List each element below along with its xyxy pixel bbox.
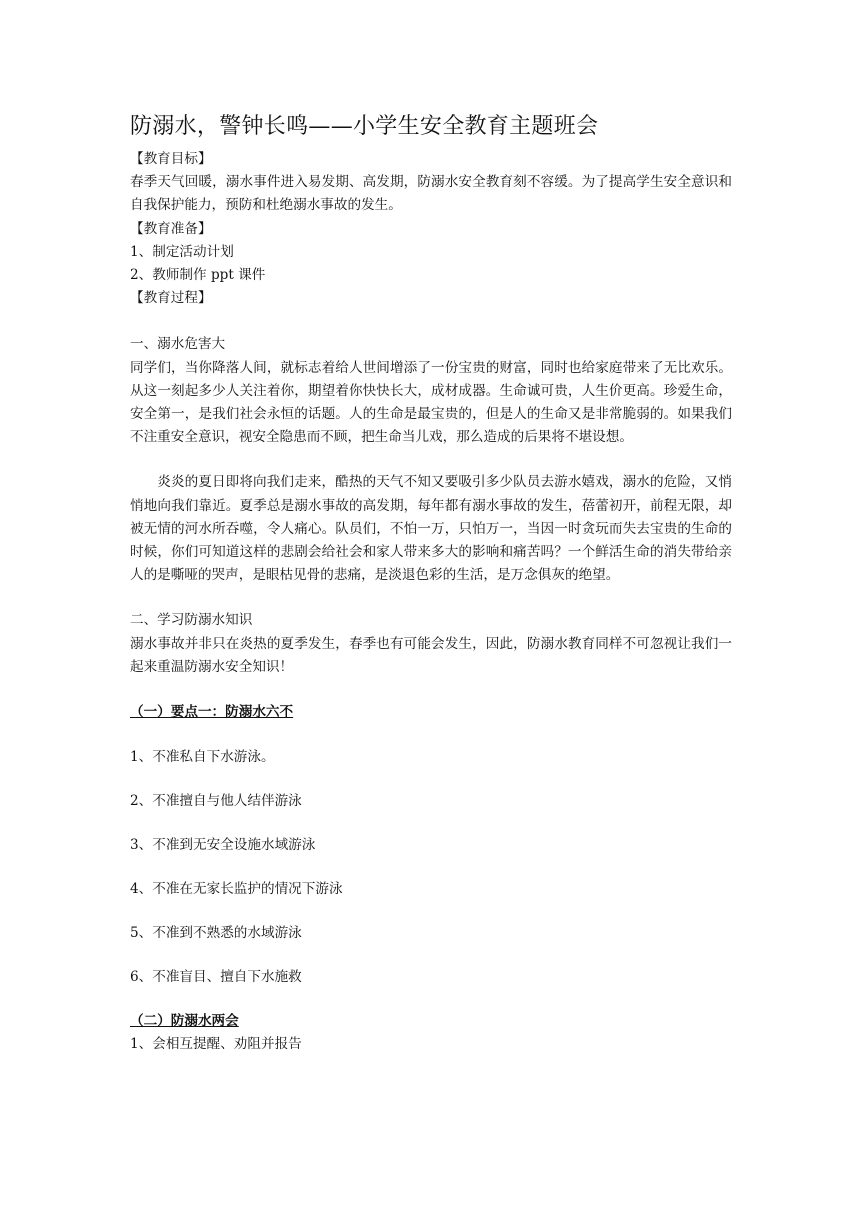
list-item: 3、不准到无安全设施水域游泳 [130,837,316,854]
process-heading: 【教育过程】 [130,290,212,307]
section1-paragraph-1: 同学们，当你降落人间，就标志着给人世间增添了一份宝贵的财富，同时也给家庭带来了无比欢乐。从这一刻起多少人关注着你，期望着你快快长大，成材成器。生命诚可贵，人生价更高。珍爱生命，安全第一，是我们社会永恒的话题。人的生命是最宝贵的，但是人的生命又是非常脆弱的。如果我们不注重安全意识，视安全隐患而不顾，把生命当儿戏，那么造成的后果将不堪设想。 [130,359,732,446]
spacer [130,310,732,333]
point1-heading: （一）要点一：防溺水六不 [130,704,294,721]
section1-heading: 一、溺水危害大 [130,336,226,353]
spacer [130,587,732,609]
goal-text: 春季天气回暖，溺水事件进入易发期、高发期，防溺水安全教育刻不容缓。为了提高学生安全意识和自我保护能力，预防和杜绝溺水事故的发生。 [130,174,732,214]
list-item: 4、不准在无家长监护的情况下游泳 [130,881,343,898]
list-item: 5、不准到不熟悉的水域游泳 [130,925,302,942]
prep-heading: 【教育准备】 [130,220,212,237]
spacer [130,449,732,471]
document-title: 防溺水，警钟长鸣——小学生安全教育主题班会 [130,114,599,139]
prep-item: 2、教师制作 ppt 课件 [130,267,266,284]
point2-heading: （二）防溺水两会 [130,1013,239,1030]
list-item: 2、不准擅自与他人结伴游泳 [130,793,302,810]
section2-paragraph: 溺水事故并非只在炎热的夏季发生，春季也有可能会发生，因此，防溺水教育同样不可忽视让我们一起来重温防溺水安全知识！ [130,635,732,675]
list-item: 1、不准私自下水游泳。 [130,749,275,766]
spacer [130,679,732,701]
list-item: 6、不准盲目、擅自下水施救 [130,969,302,986]
goal-heading: 【教育目标】 [130,151,212,167]
document-page [130,110,732,1057]
section2-heading: 二、学习防溺水知识 [130,612,253,629]
section1-paragraph-2: 炎炎的夏日即将向我们走来，酷热的天气不知又要吸引多少队员去游水嬉戏，溺水的危险，又悄悄地向我们靠近。夏季总是溺水事故的高发期，每年都有溺水事故的发生，蓓蕾初开，前程无限，却被无情的河水所吞噬，令人痛心。队员们，不怕一万，只怕万一，当因一时贪玩而失去宝贵的生命的时候，你们可知道这样的悲剧会给社会和家人带来多大的影响和痛苦吗？一个鲜活生命的消失带给亲人的是嘶哑的哭声，是眼枯见骨的悲痛，是淡退色彩的生活，是万念俱灰的绝望。 [130,474,732,584]
prep-item: 1、制定活动计划 [130,243,234,260]
list-item: 1、会相互提醒、劝阻并报告 [130,1036,302,1053]
